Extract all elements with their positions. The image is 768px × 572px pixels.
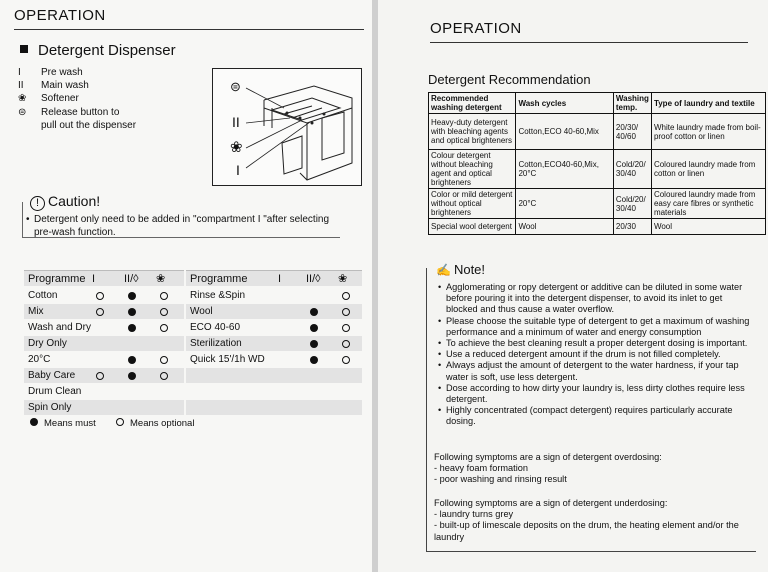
programme-row xyxy=(186,320,362,335)
main-wash-label: II xyxy=(232,114,240,130)
table-cell: Coloured laundry made from cotton or linen xyxy=(651,150,765,189)
legend-item xyxy=(18,79,89,92)
caution-title-text: Caution! xyxy=(48,193,101,209)
right-page xyxy=(378,0,768,572)
programme-row xyxy=(186,336,362,351)
square-bullet-icon xyxy=(20,45,28,53)
open-circle-icon xyxy=(342,308,350,316)
programme-row xyxy=(24,352,184,367)
caution-text xyxy=(26,213,334,239)
legend-text: Main wash xyxy=(41,80,89,91)
section-title xyxy=(20,42,176,59)
notes-list xyxy=(438,282,754,428)
programme-name: 20°C xyxy=(28,354,51,365)
open-circle-icon xyxy=(342,292,350,300)
compartment-header: I xyxy=(92,273,96,285)
legend-symbol: ⊜ xyxy=(18,107,27,118)
programme-name: ECO 40-60 xyxy=(190,322,241,333)
programme-name: Wash and Dry xyxy=(28,322,91,333)
table-row xyxy=(429,114,766,150)
legend-must-text: Means must xyxy=(44,418,96,429)
programme-header-row xyxy=(186,270,362,286)
table-cell: Heavy-duty detergent with bleaching agents and optical brighteners xyxy=(429,114,516,150)
programme-row xyxy=(186,384,362,399)
caution-text-body: Detergent only need to be added in "compartment I "after selecting pre-wash function. xyxy=(34,214,330,238)
programme-row xyxy=(24,368,184,383)
softener-icon: ❀ xyxy=(230,139,243,156)
programme-row xyxy=(24,288,184,303)
overdosing-title: Following symptoms are a sign of detergent overdosing: xyxy=(434,452,662,462)
programme-row xyxy=(24,304,184,319)
programme-name: Sterilization xyxy=(190,338,242,349)
overdosing-block xyxy=(434,452,752,486)
table-cell: Cold/20/ 30/40 xyxy=(613,189,651,219)
programme-name: Spin Only xyxy=(28,402,72,413)
legend-item xyxy=(18,66,83,79)
programme-name: Baby Care xyxy=(28,370,76,381)
table-cell: 20°C xyxy=(516,189,613,219)
filled-circle-icon xyxy=(128,308,136,316)
note-item: • Highly concentrated (compact detergent) requires particularly accurate dosing. xyxy=(438,405,754,427)
table-header-cell: Recommended washing detergent xyxy=(429,93,516,114)
pushpin-icon: ✍ xyxy=(436,263,451,277)
open-circle-icon xyxy=(160,356,168,364)
section-title-text: Detergent Dispenser xyxy=(38,42,176,59)
note-item: • Agglomerating or ropy detergent or additive can be diluted in some water before pouring it into the detergent dispenser, to avoid its inlet to get blocked and thus cause a water overflow. xyxy=(438,282,754,316)
symptom-item: - laundry turns grey xyxy=(434,509,514,520)
legend-text: Pre wash xyxy=(41,67,83,78)
filled-circle-icon xyxy=(128,372,136,380)
filled-circle-icon xyxy=(310,356,318,364)
programme-row xyxy=(186,288,362,303)
note-title xyxy=(436,262,489,277)
legend-optional xyxy=(116,418,194,429)
programme-header: Programme xyxy=(28,273,86,285)
open-circle-icon xyxy=(342,340,350,348)
table-header-cell: Wash cycles xyxy=(516,93,613,114)
table-cell: Color or mild detergent without optical brighteners xyxy=(429,189,516,219)
note-item: • Please choose the suitable type of detergent to get a maximum of washing performance and a minimum of water and energy consumption xyxy=(438,316,754,338)
filled-circle-icon xyxy=(128,356,136,364)
programme-name: Dry Only xyxy=(28,338,67,349)
table-cell: Colour detergent without bleaching agent and optical brighteners xyxy=(429,150,516,189)
exclamation-icon: ! xyxy=(30,196,45,211)
programme-header-row xyxy=(24,270,184,286)
programme-name: Quick 15'/1h WD xyxy=(190,354,265,365)
programme-name: Mix xyxy=(28,306,44,317)
legend-text: Softener xyxy=(41,93,79,104)
table-cell: Special wool detergent xyxy=(429,219,516,235)
table-row xyxy=(429,189,766,219)
legend-text: pull out the dispenser xyxy=(41,120,137,131)
programme-name: Wool xyxy=(190,306,213,317)
title-rule xyxy=(14,29,364,30)
open-circle-icon xyxy=(96,292,104,300)
note-title-text: Note! xyxy=(453,262,486,277)
title-rule xyxy=(430,42,748,43)
table-row xyxy=(429,150,766,189)
filled-circle-icon xyxy=(310,308,318,316)
underdosing-title: Following symptoms are a sign of detergent underdosing: xyxy=(434,498,668,508)
table-cell: Cotton,ECO 40-60,Mix xyxy=(516,114,613,150)
open-circle-icon xyxy=(116,418,124,426)
open-circle-icon xyxy=(96,308,104,316)
symptom-item: - poor washing and rinsing result xyxy=(434,474,567,485)
programme-row xyxy=(186,368,362,383)
page-title: OPERATION xyxy=(430,20,522,37)
open-circle-icon xyxy=(96,372,104,380)
symptom-item: - heavy foam formation xyxy=(434,463,528,474)
programme-name: Rinse &Spin xyxy=(190,290,246,301)
programme-name: Drum Clean xyxy=(28,386,82,397)
open-circle-icon xyxy=(160,292,168,300)
filled-circle-icon xyxy=(128,324,136,332)
section-title: Detergent Recommendation xyxy=(428,72,591,87)
table-cell: Wool xyxy=(516,219,613,235)
table-cell: Coloured laundry made from easy care fibres or synthetic materials xyxy=(651,189,765,219)
compartment-header: II/◊ xyxy=(124,273,139,285)
compartment-header: I xyxy=(278,273,282,285)
compartment-header: ❀ xyxy=(156,273,166,285)
filled-circle-icon xyxy=(30,418,38,426)
legend-item xyxy=(18,119,137,132)
bullet-icon: • xyxy=(26,214,30,225)
programme-row xyxy=(24,336,184,351)
table-cell: 20/30/ 40/60 xyxy=(613,114,651,150)
filled-circle-icon xyxy=(310,340,318,348)
programme-row xyxy=(24,384,184,399)
filled-circle-icon xyxy=(128,292,136,300)
legend-text: Release button to xyxy=(41,107,120,118)
left-page xyxy=(0,0,372,572)
compartment-header: II/◊ xyxy=(306,273,321,285)
underdosing-block xyxy=(434,498,752,543)
open-circle-icon xyxy=(160,324,168,332)
programme-name: Cotton xyxy=(28,290,58,301)
programme-row xyxy=(186,400,362,415)
filled-circle-icon xyxy=(310,324,318,332)
legend-symbol: I xyxy=(18,67,21,78)
table-cell: Cotton,ECO40-60,Mix, 20°C xyxy=(516,150,613,189)
note-item: • Use a reduced detergent amount if the drum is not filled completely. xyxy=(438,349,754,360)
legend-symbol: II xyxy=(18,80,24,91)
legend-item xyxy=(18,106,120,119)
open-circle-icon xyxy=(160,372,168,380)
open-circle-icon xyxy=(342,356,350,364)
legend-item xyxy=(18,92,79,105)
pre-wash-label: I xyxy=(236,162,240,178)
legend-symbol: ❀ xyxy=(18,93,27,104)
table-header-row xyxy=(429,93,766,114)
note-item: • Always adjust the amount of detergent to the water hardness, if your tap water is soft, use less detergent. xyxy=(438,360,754,382)
programme-table-left xyxy=(24,270,184,420)
table-cell: Cold/20/ 30/40 xyxy=(613,150,651,189)
table-cell: 20/30 xyxy=(613,219,651,235)
table-cell: White laundry made from boil-proof cotton or linen xyxy=(651,114,765,150)
programme-header: Programme xyxy=(190,273,248,285)
programme-row xyxy=(186,304,362,319)
table-row xyxy=(429,219,766,235)
programme-row xyxy=(186,352,362,367)
release-button-icon: ⊜ xyxy=(230,79,241,94)
table-header-cell: Washing temp. xyxy=(613,93,651,114)
programme-row xyxy=(24,320,184,335)
open-circle-icon xyxy=(160,308,168,316)
legend-optional-text: Means optional xyxy=(130,418,195,429)
open-circle-icon xyxy=(342,324,350,332)
note-item: • To achieve the best cleaning result a proper detergent dosing is important. xyxy=(438,338,754,349)
table-cell: Wool xyxy=(651,219,765,235)
legend-must xyxy=(30,418,96,429)
page-title: OPERATION xyxy=(14,7,106,24)
detergent-recommendation-table xyxy=(428,92,766,235)
symptom-item: - built-up of limescale deposits on the drum, the heating element and/or the laundry xyxy=(434,520,739,542)
caution-title xyxy=(30,193,104,211)
compartment-header: ❀ xyxy=(338,273,348,285)
note-item: • Dose according to how dirty your laundry is, less dirty clothes require less detergent. xyxy=(438,383,754,405)
programme-row xyxy=(24,400,184,415)
table-header-cell: Type of laundry and textile xyxy=(651,93,765,114)
programme-table-right xyxy=(186,270,362,420)
